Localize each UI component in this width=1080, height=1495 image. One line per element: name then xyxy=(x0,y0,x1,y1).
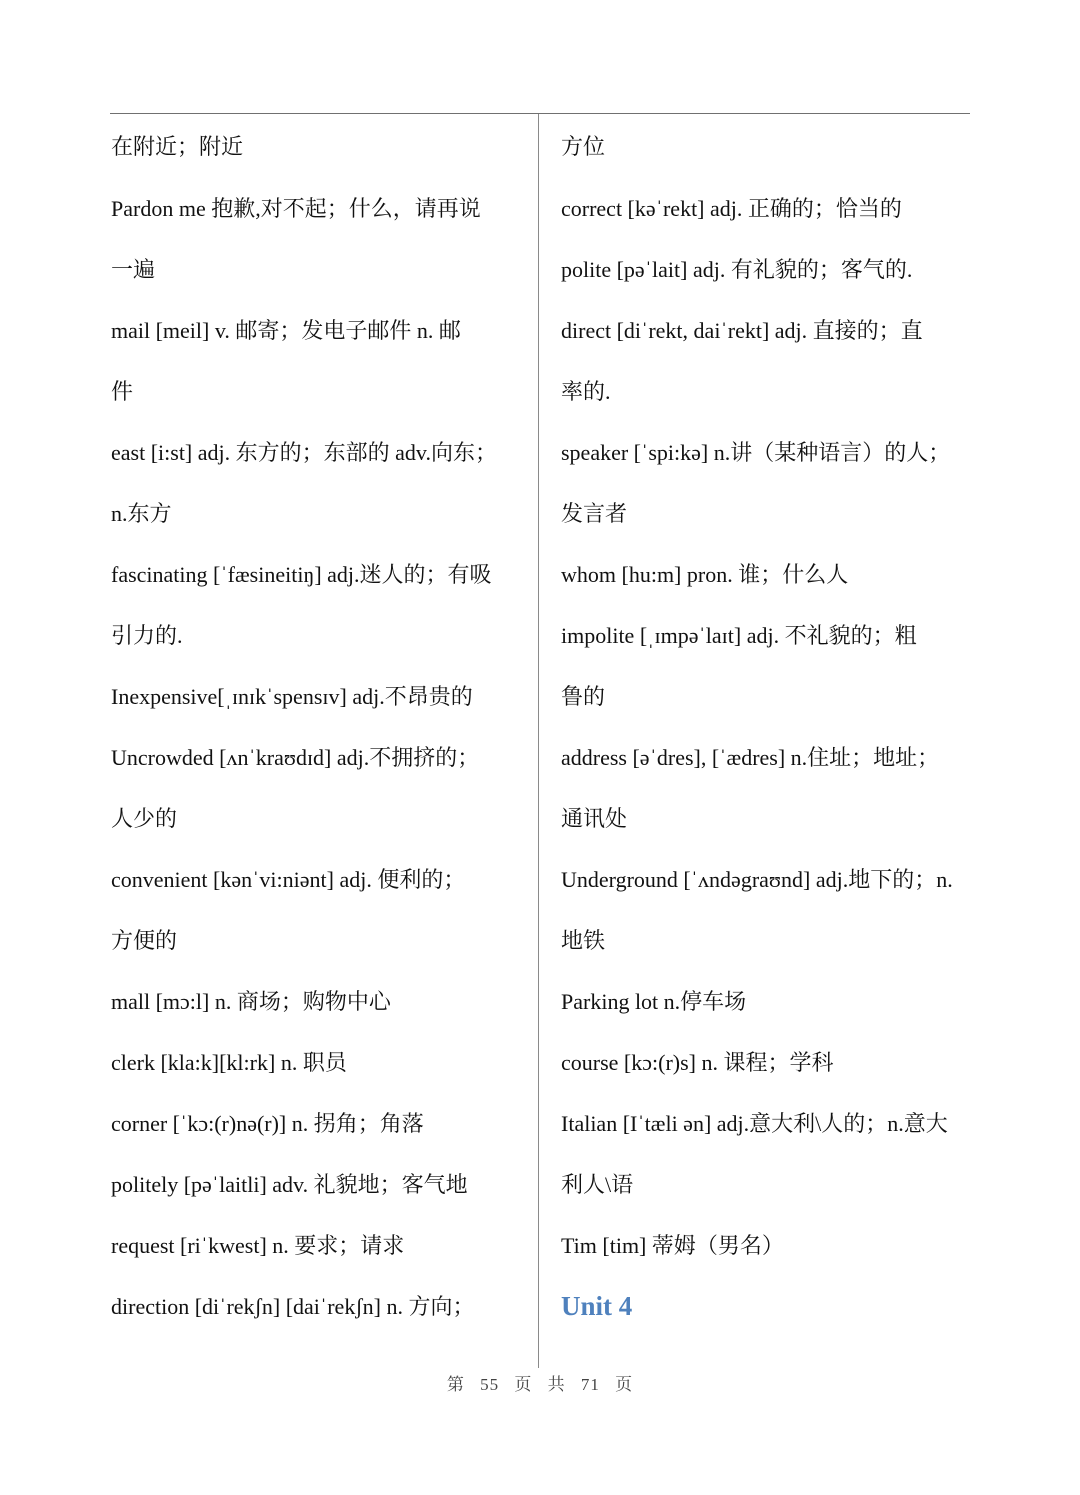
vocab-line: Uncrowded [ʌnˈkraʊdɪd] adj.不拥挤的； xyxy=(111,745,480,770)
vocab-line: 发言者 xyxy=(561,501,628,526)
left-column xyxy=(111,116,531,1337)
vocab-line: 利人\语 xyxy=(561,1172,634,1197)
vocab-line: n.东方 xyxy=(111,501,172,526)
vocab-line: 一遍 xyxy=(111,257,156,282)
footer-prefix: 第 xyxy=(446,1375,465,1394)
vocab-line: 率的. xyxy=(561,379,611,404)
vocab-line: 通讯处 xyxy=(561,806,628,831)
vocab-line: 地铁 xyxy=(561,928,606,953)
vocab-line: convenient [kənˈvi:niənt] adj. 便利的； xyxy=(111,867,466,892)
vocab-line: 件 xyxy=(111,379,134,404)
vocab-line: impolite [ˌɪmpəˈlaɪt] adj. 不礼貌的；粗 xyxy=(561,623,917,648)
vocab-line: fascinating [ˈfæsineitiŋ] adj.迷人的；有吸 xyxy=(111,562,492,587)
section-heading-unit: Unit 4 xyxy=(561,1291,633,1321)
vocab-line: Inexpensive[ˌɪnɪkˈspensɪv] adj.不昂贵的 xyxy=(111,684,473,709)
header-rule xyxy=(110,113,970,114)
vocab-line: request [riˈkwest] n. 要求；请求 xyxy=(111,1233,405,1258)
vocab-line: mall [mɔ:l] n. 商场；购物中心 xyxy=(111,989,391,1014)
page-footer xyxy=(0,1370,1080,1395)
vocab-line: Pardon me 抱歉,对不起；什么，请再说 xyxy=(111,196,481,221)
vocab-line: direct [diˈrekt, daiˈrekt] adj. 直接的；直 xyxy=(561,318,923,343)
vocab-line: correct [kəˈrekt] adj. 正确的；恰当的 xyxy=(561,196,902,221)
vocab-line: Italian [Iˈtæli ən] adj.意大利\人的；n.意大 xyxy=(561,1111,948,1136)
vocab-line: 人少的 xyxy=(111,806,178,831)
vocab-line: address [əˈdres], [ˈædres] n.住址；地址； xyxy=(561,745,940,770)
vocab-line: politely [pəˈlaitli] adv. 礼貌地；客气地 xyxy=(111,1172,468,1197)
right-column xyxy=(561,116,981,1337)
vocab-line: direction [diˈrekʃn] [daiˈrekʃn] n. 方向； xyxy=(111,1294,475,1319)
vocab-line: speaker [ˈspi:kə] n.讲（某种语言）的人； xyxy=(561,440,951,465)
column-divider xyxy=(538,114,539,1368)
vocab-line: clerk [kla:k][kl:rk] n. 职员 xyxy=(111,1050,347,1075)
vocab-line: polite [pəˈlait] adj. 有礼貌的；客气的. xyxy=(561,257,913,282)
vocab-line: Parking lot n.停车场 xyxy=(561,989,747,1014)
vocab-line: 在附近；附近 xyxy=(111,134,244,159)
footer-total-word: 共 xyxy=(547,1375,566,1394)
vocab-line: Underground [ˈʌndəgraʊnd] adj.地下的；n. xyxy=(561,867,953,892)
current-page-number: 55 xyxy=(480,1375,500,1394)
vocab-line: east [i:st] adj. 东方的；东部的 adv.向东； xyxy=(111,440,497,465)
vocab-line: 鲁的 xyxy=(561,684,606,709)
vocab-line: whom [hu:m] pron. 谁；什么人 xyxy=(561,562,849,587)
vocab-line: Tim [tim] 蒂姆（男名） xyxy=(561,1233,784,1258)
vocab-line: corner [ˈkɔ:(r)nə(r)] n. 拐角；角落 xyxy=(111,1111,424,1136)
total-page-count: 71 xyxy=(580,1375,600,1394)
footer-page-word: 页 xyxy=(514,1375,533,1394)
footer-suffix: 页 xyxy=(615,1375,634,1394)
vocab-line: 引力的. xyxy=(111,623,183,648)
vocab-line: 方便的 xyxy=(111,928,178,953)
vocab-line: mail [meil] v. 邮寄；发电子邮件 n. 邮 xyxy=(111,318,461,343)
vocab-line: 方位 xyxy=(561,134,606,159)
vocab-line: course [kɔ:(r)s] n. 课程；学科 xyxy=(561,1050,834,1075)
